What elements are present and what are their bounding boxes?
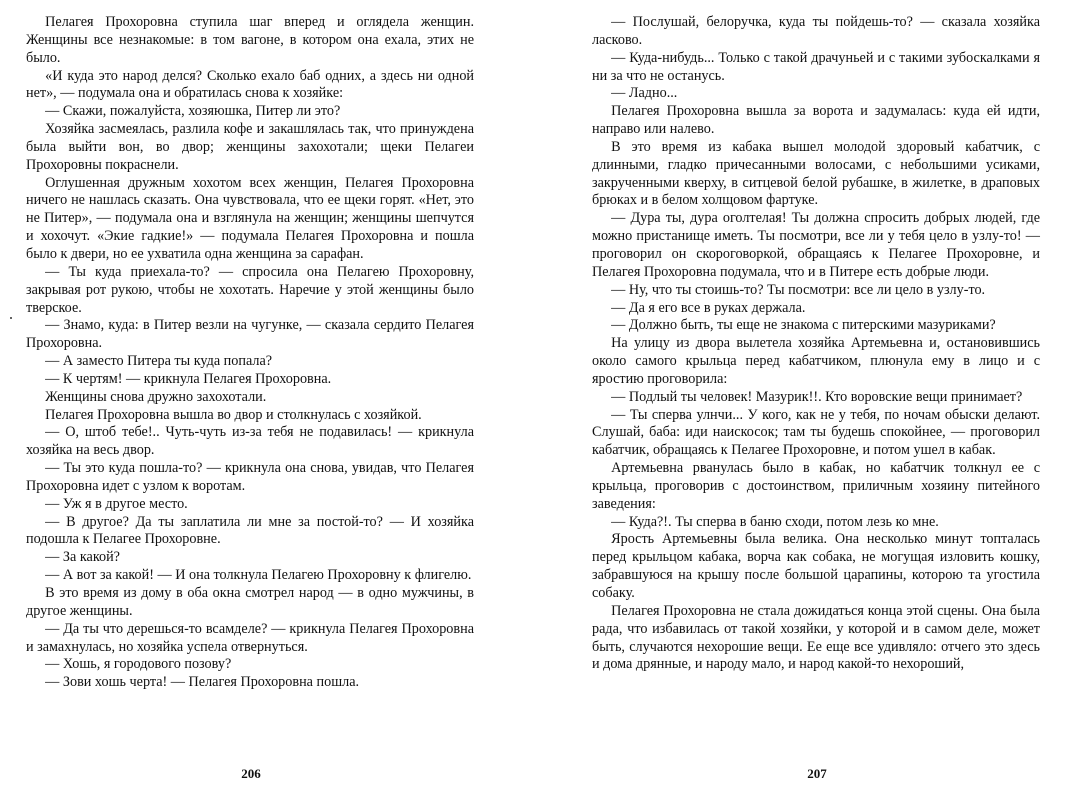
- paragraph: — Куда?!. Ты сперва в баню сходи, потом лезь ко мне.: [611, 513, 939, 530]
- paragraph: В это время из дому в оба окна смотрел народ — в одно мужчины, в другое женщины.: [26, 585, 474, 619]
- paragraph: Пелагея Прохоровна не стала дожидаться конца этой сцены. Она была рада, что избавилась от такой хозяйки, у которой и в самом деле, может быть, случаются нехорошие вещи. Ее еще все удивляло: отчего это здесь и дома дрянные, и народу мало, и народ какой-то нехороший,: [592, 602, 1040, 673]
- paragraph: — А заместо Питера ты куда попала?: [45, 353, 273, 370]
- paragraph: — Да ты что дерешься-то всамделе? — крикнула Пелагея Прохоровна и замахнулась, но хозяйка успела отвернуться.: [26, 620, 474, 655]
- paragraph: — Ну, что ты стоишь-то? Ты посмотри: все ли цело в узлу-то.: [611, 281, 986, 298]
- paragraph: Хозяйка засмеялась, разлила кофе и закашлялась так, что принуждена была выйти вон, во двор; женщины захохотали; щеки Пелагеи Прохоровны покраснели.: [26, 121, 474, 173]
- paragraph: — Да я его все в руках держала.: [611, 299, 806, 316]
- paragraph: Пелагея Прохоровна вышла за ворота и задумалась: куда ей идти, направо или налево.: [592, 103, 1040, 138]
- paragraph: — Подлый ты человек! Мазурик!!. Кто воровские вещи принимает?: [611, 388, 1023, 405]
- left-page-text: [26, 14, 474, 692]
- paragraph: — К чертям! — крикнула Пелагея Прохоровна.: [45, 370, 332, 387]
- right-page-text: [592, 14, 1040, 674]
- margin-speck: [10, 317, 12, 319]
- paragraph: — Дура ты, дура оголтелая! Ты должна спросить добрых людей, где можно пристанище иметь. Ты посмотри, все ли у тебя цело в узлу-то! — проговорил он скороговоркой, обращаясь к Пелагее Прохоровне, и Пелагея Прохоровна подумала, что и в Питере есть добрые люди.: [592, 210, 1040, 280]
- paragraph: — В другое? Да ты заплатила ли мне за постой-то? — И хозяйка подошла к Пелагее Прохоровне.: [26, 513, 474, 548]
- paragraph: — Знамо, куда: в Питер везли на чугунке, — сказала сердито Пелагея Прохоровна.: [26, 317, 474, 352]
- right-page-number: 207: [807, 766, 827, 781]
- paragraph: — Зови хошь черта! — Пелагея Прохоровна пошла.: [45, 674, 360, 691]
- paragraph: Женщины снова дружно захохотали.: [45, 388, 267, 405]
- paragraph: Пелагея Прохоровна вышла во двор и столкнулась с хозяйкой.: [45, 406, 422, 423]
- paragraph: — Скажи, пожалуйста, хозяюшка, Питер ли это?: [45, 103, 341, 120]
- paragraph: — Ты сперва улнчи... У кого, как не у тебя, по ночам обыски делают. Слушай, баба: иди наискосок; там ты будешь спокойнее, — проговорил кабатчик, обращаясь к Пелагее Прохоровне, и потом ушел в кабак.: [592, 406, 1040, 459]
- paragraph: Оглушенная дружным хохотом всех женщин, Пелагея Прохоровна ничего не нашлась сказать. Она чувствовала, что ее щеки горят. «Нет, это не Питер», — подумала она и взглянула на женщин; женщины шепчутся и хохочут. «Экие гадкие!» — подумала Пелагея Прохоровна и пошла было к двери, но ее ухватила одна женщина за сарафан.: [26, 174, 474, 262]
- paragraph: Ярость Артемьевны была велика. Она несколько минут топталась перед крыльцом кабака, ворча как собака, не могущая изловить кошку, забравшуюся на крышу после большой царапины, которою та угостила собаку.: [592, 531, 1040, 601]
- paragraph: — За какой?: [45, 549, 120, 566]
- paragraph: — Ладно...: [611, 85, 678, 102]
- paragraph: Артемьевна рванулась было в кабак, но кабатчик толкнул ее с крыльца, проговорив с достоинством, приличным хозяину питейного заведения:: [592, 460, 1040, 512]
- paragraph: — Послушай, белоручка, куда ты пойдешь-то? — сказала хозяйка ласково.: [592, 14, 1040, 48]
- paragraph: — А вот за какой! — И она толкнула Пелагею Прохоровну к флигелю.: [45, 567, 472, 584]
- paragraph: — Куда-нибудь... Только с такой драчуньей и с такими зубоскалками я ни за что не останусь.: [592, 49, 1040, 84]
- paragraph: «И куда это народ делся? Сколько ехало баб одних, а здесь ни одной нет», — подумала она и обратилась снова к хозяйке:: [26, 67, 474, 102]
- paragraph: — Уж я в другое место.: [45, 495, 188, 512]
- paragraph: В это время из кабака вышел молодой здоровый кабатчик, с длинными, гладко причесанными волосами, с небольшими усиками, закрученными кверху, в ситцевой белой рубашке, в жилетке, в драповых брюках и в белом холщовом фартуке.: [592, 138, 1040, 209]
- left-page-number: 206: [241, 766, 261, 781]
- paragraph: — Должно быть, ты еще не знакома с питерскими мазуриками?: [611, 317, 996, 334]
- paragraph: Пелагея Прохоровна ступила шаг вперед и оглядела женщин. Женщины все незнакомые: в том вагоне, в котором она ехала, этих не было.: [26, 14, 474, 66]
- paragraph: — Ты это куда пошла-то? — крикнула она снова, увидав, что Пелагея Прохоровна идет с узлом к воротам.: [26, 460, 474, 494]
- paragraph: На улицу из двора вылетела хозяйка Артемьевна и, остановившись около самого крыльца перед кабатчиком, плюнула ему в лицо и с яростию проговорила:: [592, 335, 1040, 387]
- paragraph: — Ты куда приехала-то? — спросила она Пелагею Прохоровну, закрывая рот рукою, чтобы не хохотать. Наречие у этой женщины было тверское.: [26, 263, 474, 316]
- paragraph: — О, штоб тебе!.. Чуть-чуть из-за тебя не подавилась! — крикнула хозяйка на весь двор.: [26, 424, 474, 459]
- paragraph: — Хошь, я городового позову?: [45, 656, 232, 673]
